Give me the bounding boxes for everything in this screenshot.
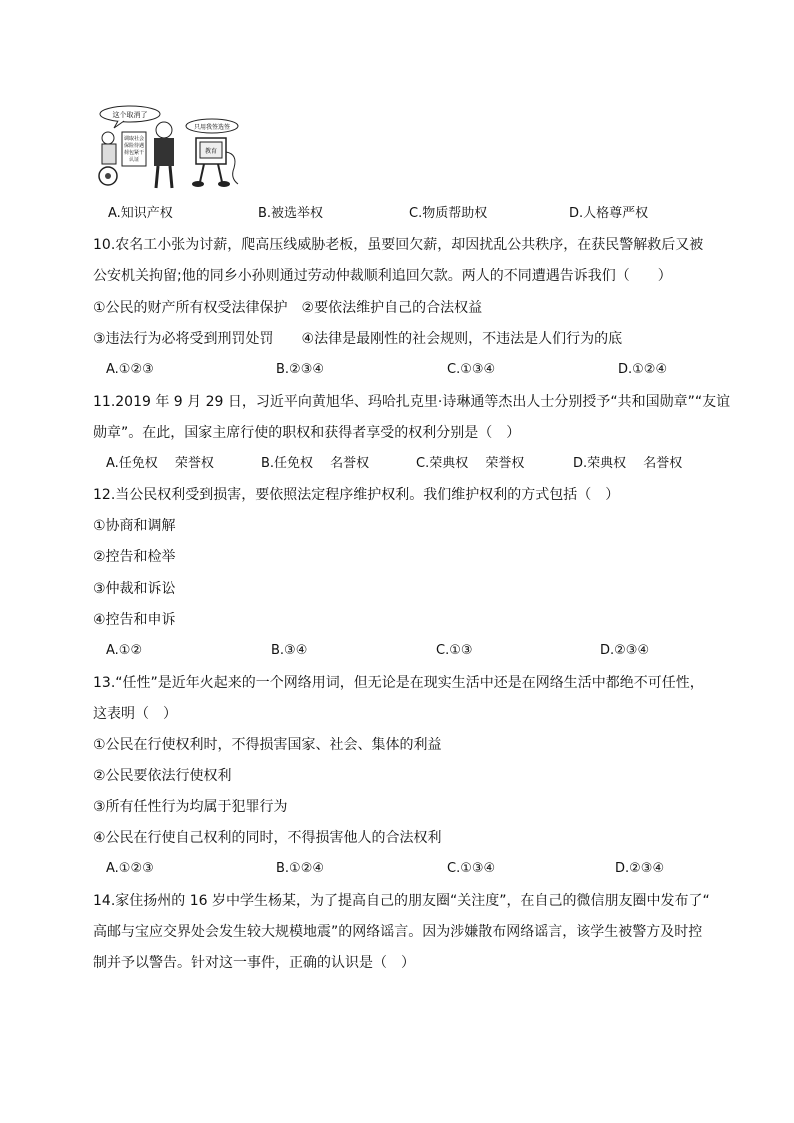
q11-option-c: C.荣典权 荣誉权 xyxy=(416,456,525,471)
board-line-1: 调取社会 xyxy=(123,136,145,142)
q12-stem: 12.当公民权利受到损害，要依照法定程序维护权利。我们维护权利的方式包括（ ） xyxy=(93,487,620,503)
q13-statement-1: ①公民在行使权利时，不得损害国家、社会、集体的利益 xyxy=(93,737,442,753)
q10-stem-line-2: 公安机关拘留;他的同乡小孙则通过劳动仲裁顺利追回欠款。两人的不同遭遇告诉我们（ ） xyxy=(93,268,672,284)
q10-option-b: B.②③④ xyxy=(276,362,325,377)
q14-stem-line-1: 14.家住扬州的 16 岁中学生杨某，为了提高自己的朋友圈“关注度”，在自己的微信朋友圈中发布了“ xyxy=(93,893,710,909)
q10-statement-2: ③违法行为必将受到刑罚处罚 ④法律是最刚性的社会规则，不违法是人们行为的底 xyxy=(93,331,623,347)
speech-left-text: 这个取消了 xyxy=(112,111,148,119)
q13-option-d: D.②③④ xyxy=(615,861,665,876)
q9-option-b: B.被选举权 xyxy=(258,206,324,221)
q9-option-d: D.人格尊严权 xyxy=(569,206,649,221)
q10-stem-line-1: 10.农名工小张为讨薪，爬高压线威胁老板，虽要回欠薪，却因扰乱公共秩序，在获民警解救后又被 xyxy=(93,237,704,253)
board-line-3: 荷包紧干 xyxy=(123,150,145,156)
q13-statement-3: ③所有任性行为均属于犯罪行为 xyxy=(93,799,288,815)
q10-statement-1: ①公民的财产所有权受法律保护 ②要依法维护自己的合法权益 xyxy=(93,300,483,316)
board-line-4: 认证 xyxy=(128,157,140,163)
q12-option-d: D.②③④ xyxy=(600,643,650,658)
q13-stem-line-2: 这表明（ ） xyxy=(93,706,177,722)
q9-option-c: C.物质帮助权 xyxy=(409,206,488,221)
q11-option-d: D.荣典权 名誉权 xyxy=(573,456,683,471)
q10-option-c: C.①③④ xyxy=(447,362,496,377)
q10-option-a: A.①②③ xyxy=(106,362,154,377)
q12-statement-1: ①协商和调解 xyxy=(93,518,176,534)
screen-text: 教育 xyxy=(204,148,218,155)
q12-statement-2: ②控告和检举 xyxy=(93,549,176,565)
q11-stem-line-1: 11.2019 年 9 月 29 日，习近平向黄旭华、玛哈扎克里·诗琳通等杰出人士分别授予“共和国勋章”“友谊 xyxy=(93,394,731,410)
speech-right-text: 只用我签选签 xyxy=(193,124,231,131)
q12-statement-4: ④控告和申诉 xyxy=(93,612,176,628)
q9-option-a: A.知识产权 xyxy=(108,206,173,221)
q12-statement-3: ③仲裁和诉讼 xyxy=(93,581,176,597)
q14-stem-line-2: 高邮与宝应交界处会发生较大规模地震”的网络谣言。因为涉嫌散布网络谣言，该学生被警方及时控 xyxy=(93,924,703,940)
q12-option-b: B.③④ xyxy=(271,643,308,658)
q13-option-c: C.①③④ xyxy=(447,861,496,876)
cartoon-illustration xyxy=(96,104,246,194)
q10-option-d: D.①②④ xyxy=(618,362,668,377)
q12-option-c: C.①③ xyxy=(436,643,473,658)
q11-option-b: B.任免权 名誉权 xyxy=(261,456,370,471)
q13-stem-line-1: 13.“任性”是近年火起来的一个网络用词，但无论是在现实生活中还是在网络生活中都绝不可任性， xyxy=(93,675,704,691)
q13-statement-4: ④公民在行使自己权利的同时，不得损害他人的合法权利 xyxy=(93,830,442,846)
q13-option-a: A.①②③ xyxy=(106,861,154,876)
q12-option-a: A.①② xyxy=(106,643,143,658)
q13-option-b: B.①②④ xyxy=(276,861,325,876)
board-line-2: 保险待遇 xyxy=(123,143,145,149)
q13-statement-2: ②公民要依法行使权利 xyxy=(93,768,232,784)
q11-stem-line-2: 勋章”。在此，国家主席行使的职权和获得者享受的权利分别是（ ） xyxy=(93,425,521,441)
q11-option-a: A.任免权 荣誉权 xyxy=(106,456,214,471)
q14-stem-line-3: 制并予以警告。针对这一事件，正确的认识是（ ） xyxy=(93,955,415,971)
